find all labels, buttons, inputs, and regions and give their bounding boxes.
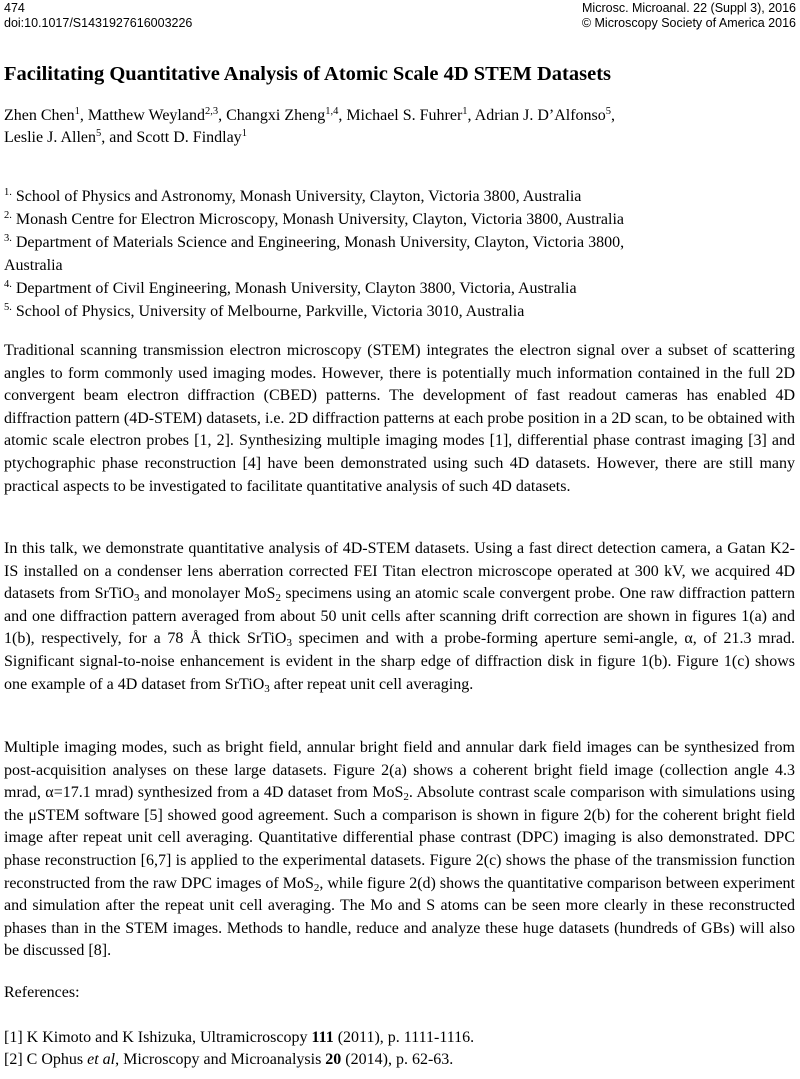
abstract-paragraph-2 — [4, 538, 795, 696]
author-affiliation: 5 — [95, 128, 102, 139]
author-name: Michael S. Fuhrer — [346, 107, 463, 124]
affiliation-text: School of Physics, University of Melbourne, Parkville, Victoria 3010, Australia — [15, 303, 525, 320]
author-affiliation: 1,4 — [325, 106, 339, 117]
paragraph-text: Traditional scanning transmission electron microscopy (STEM) integrates the electron signal over a subset of scattering angles to form commonly used imaging modes. However, there is potentially much information contained in the full 2D convergent beam electron diffraction (CBED) patterns. The development of fast readout cameras has enabled 4D diffraction pattern (4D-STEM) datasets, i.e. 2D diffraction patterns at each probe position in a 2D scan, to be obtained with atomic scale electron probes [1, 2]. Synthesizing multiple imaging modes [1], differential phase contrast imaging [3] and ptychographic phase reconstruction [4] have been demonstrated using such 4D datasets. However, there are still many practical aspects to be investigated to facilitate quantitative analysis of such 4D datasets. — [4, 342, 795, 495]
affiliation-list — [4, 185, 794, 323]
volume-number: 111 — [311, 1028, 334, 1046]
author-affiliation: 1 — [74, 106, 80, 117]
author-name: Changxi Zheng — [226, 107, 326, 124]
paper-title: Facilitating Quantitative Analysis of Atomic Scale 4D STEM Datasets — [4, 63, 612, 85]
affiliation-item — [4, 185, 794, 208]
affiliation-number: 4. — [4, 279, 12, 290]
affiliation-number: 5. — [4, 302, 12, 313]
affiliation-text: Department of Materials Science and Engineering, Monash University, Clayton, Victoria 3800, — [15, 234, 625, 251]
volume-number: 20 — [325, 1051, 342, 1069]
references-heading: References: — [4, 984, 80, 1001]
subscript: 2 — [275, 592, 281, 605]
references-section — [4, 982, 795, 1072]
text-run: Multiple imaging modes, such as bright field, annular bright field and annular dark field images can be synthesized from post-acquisition analyses on these large datasets. Figure 2(a) shows a coherent bright field image (collection angle 4.3 mrad, α=17.1 mrad) synthesized from a 4D dataset from MoS — [4, 739, 795, 802]
affiliation-item — [4, 208, 794, 231]
subscript: 2 — [403, 791, 409, 804]
abstract-paragraph-1 — [4, 340, 795, 498]
text-run: . Absolute contrast scale comparison with simulations using the μSTEM software [5] showed good agreement. Such a comparison is shown in figure 2(b) for the coherent bright field image after repeat unit cell averaging. Quantitative differential phase contrast (DPC) imaging is also demonstrated. DPC phase reconstruction [6,7] is applied to the experimental datasets. Figure 2(c) shows the phase of the transmission function reconstructed from the raw DPC images of MoS — [4, 784, 795, 892]
text-run: [1] K Kimoto and K Ishizuka, Ultramicroscopy — [4, 1028, 312, 1046]
text-run: In this talk, we demonstrate quantitative analysis of 4D-STEM datasets. Using a fast direct detection camera, a Gatan K2-IS installed on a condenser lens aberration corrected FEI Titan electron microscope operated at 300 kV, we acquired 4D datasets from SrTiO — [4, 540, 795, 603]
reference-item — [4, 1049, 795, 1072]
journal-citation: Microsc. Microanal. 22 (Suppl 3), 2016 — [582, 1, 796, 15]
author-line-1: Zhen Chen$^1$, Matthew Weyland$^{2,3}$, Changxi Zheng$^{1,4}$, Michael S. Fuhrer$^1$, Adrian J. D’Alfonso$^5$, — [4, 106, 616, 124]
author-list — [4, 105, 794, 149]
text-run: specimens using an atomic scale convergent probe. One raw diffraction pattern and one diffraction pattern averaged from about 50 unit cells after scanning drift correction are shown in figures 1(a) and 1(b), respectively, for a 78 Å thick SrTiO — [4, 585, 795, 648]
author-name: Adrian J. D’Alfonso — [474, 107, 606, 124]
affiliation-continuation: Australia — [4, 257, 63, 274]
affiliation-item — [4, 300, 794, 323]
abstract-paragraph-3 — [4, 737, 795, 963]
subscript: 3 — [134, 592, 140, 605]
text-run: (2014), p. 62-63. — [341, 1051, 454, 1069]
text-run: (2011), p. 1111-1116. — [333, 1028, 475, 1046]
author-name: Zhen Chen — [4, 107, 75, 124]
affiliation-item — [4, 231, 794, 254]
text-run: [2] C Ophus — [4, 1051, 88, 1069]
affiliation-item — [4, 277, 794, 300]
et-al: et al — [87, 1051, 116, 1069]
page-header-right — [582, 1, 796, 31]
affiliation-text: Monash Centre for Electron Microscopy, Monash University, Clayton, Victoria 3800, Australia — [15, 211, 624, 228]
text-run: and monolayer MoS — [139, 585, 276, 603]
copyright-notice: © Microscopy Society of America 2016 — [581, 16, 796, 30]
author-line-2: Leslie J. Allen$^5$, and Scott D. Findlay$^1$ — [4, 128, 247, 146]
affiliation-number: 3. — [4, 233, 12, 244]
subscript: 3 — [286, 637, 292, 650]
affiliation-text: School of Physics and Astronomy, Monash University, Clayton, Victoria 3800, Australia — [15, 188, 582, 205]
text-run: , while figure 2(d) shows the quantitative comparison between experiment and simulation after the repeat unit cell averaging. The Mo and S atoms can be seen more clearly in these reconstructed phases than in the STEM images. Methods to handle, reduce and analyze these huge datasets (hundreds of GBs) will also be discussed [8]. — [4, 874, 795, 960]
author-affiliation: 5 — [605, 106, 612, 117]
text-run: specimen and with a probe-forming aperture semi-angle, α, of 21.3 mrad. Significant signal-to-noise enhancement is evident in the sharp edge of diffraction disk in figure 1(b). Figure 1(c) shows one example of a 4D dataset from SrTiO — [4, 630, 796, 693]
author-affiliation: 1 — [241, 128, 247, 139]
author-name: Leslie J. Allen — [4, 129, 96, 146]
author-affiliation: 1 — [462, 106, 468, 117]
reference-item — [4, 1027, 795, 1050]
paragraph-text — [4, 737, 795, 963]
author-name: Matthew Weyland — [87, 107, 205, 124]
page-header-left — [4, 1, 192, 31]
affiliation-number: 2. — [4, 210, 12, 221]
subscript: 3 — [264, 682, 270, 695]
text-run: after repeat unit cell averaging. — [269, 675, 474, 693]
author-affiliation: 2,3 — [204, 106, 219, 117]
affiliation-number: 1. — [4, 187, 12, 198]
doi: doi:10.1017/S1431927616003226 — [4, 16, 193, 30]
author-name: Scott D. Findlay — [136, 129, 242, 146]
page-number: 474 — [4, 1, 25, 15]
subscript: 2 — [313, 881, 320, 894]
affiliation-text: Department of Civil Engineering, Monash University, Clayton 3800, Victoria, Australia — [15, 280, 577, 297]
text-run: , Microscopy and Microanalysis — [115, 1051, 326, 1069]
paragraph-text — [4, 538, 795, 696]
